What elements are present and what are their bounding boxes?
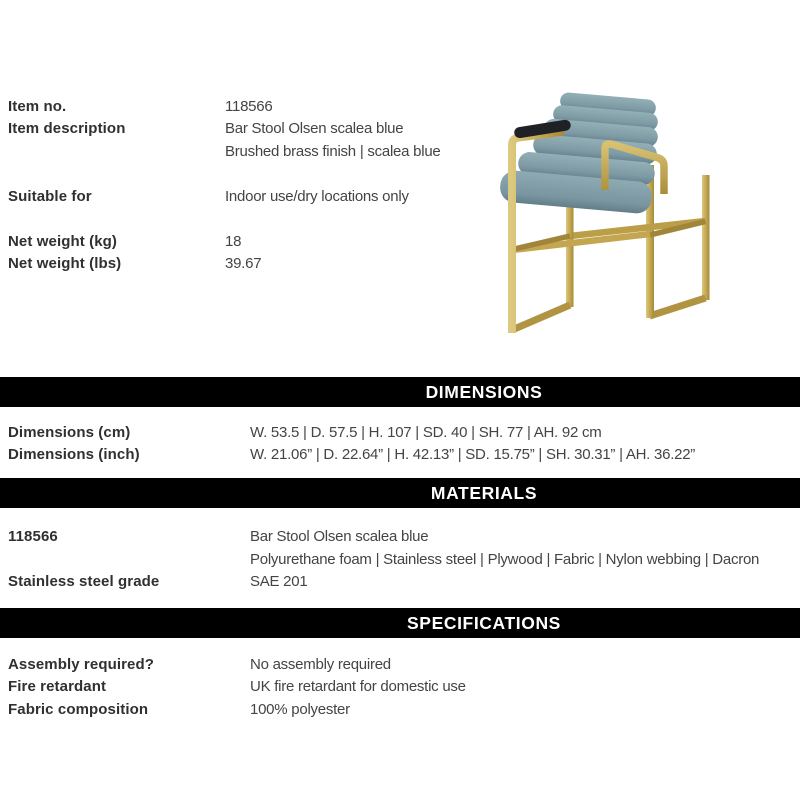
assembly-value: No assembly required — [250, 656, 391, 673]
dimensions-title: DIMENSIONS — [425, 381, 543, 402]
item-description-value: Bar Stool Olsen scalea blue — [225, 120, 404, 137]
suitable-for-value: Indoor use/dry locations only — [225, 188, 409, 205]
materials-banner — [0, 478, 800, 508]
dimensions-inch-row — [8, 445, 800, 465]
steel-grade-value: SAE 201 — [250, 573, 308, 590]
spec-fire-retardant-row — [8, 677, 800, 697]
dimensions-inch-value: W. 21.06” | D. 22.64” | H. 42.13” | SD. 15.75” | SH. 30.31” | AH. 36.22” — [250, 446, 696, 463]
item-no-label: Item no. — [8, 98, 67, 115]
materials-composition-row — [8, 550, 800, 570]
dimensions-cm-label: Dimensions (cm) — [8, 424, 131, 441]
dimensions-banner — [0, 377, 800, 407]
specifications-banner — [0, 608, 800, 638]
dimensions-cm-row — [8, 423, 800, 443]
dimensions-cm-value: W. 53.5 | D. 57.5 | H. 107 | SD. 40 | SH. 77 | AH. 92 cm — [250, 424, 602, 441]
item-description-label: Item description — [8, 120, 126, 137]
materials-composition-value: Polyurethane foam | Stainless steel | Plywood | Fabric | Nylon webbing | Dacron — [250, 551, 760, 568]
net-weight-kg-value: 18 — [225, 233, 242, 250]
suitable-for-label: Suitable for — [8, 188, 92, 205]
net-weight-kg-label: Net weight (kg) — [8, 233, 117, 250]
spec-assembly-row — [8, 655, 800, 675]
materials-item-label: 118566 — [8, 528, 58, 545]
fire-retardant-label: Fire retardant — [8, 678, 107, 695]
materials-steel-grade-row — [8, 572, 800, 592]
finish-value: Brushed brass finish | scalea blue — [225, 143, 441, 160]
spec-fabric-composition-row — [8, 700, 800, 720]
product-image — [488, 78, 750, 350]
materials-item-value: Bar Stool Olsen scalea blue — [250, 528, 429, 545]
steel-grade-label: Stainless steel grade — [8, 573, 160, 590]
dimensions-inch-label: Dimensions (inch) — [8, 446, 140, 463]
fabric-composition-value: 100% polyester — [250, 701, 350, 718]
assembly-label: Assembly required? — [8, 656, 155, 673]
fire-retardant-value: UK fire retardant for domestic use — [250, 678, 466, 695]
item-no-value: 118566 — [225, 98, 273, 115]
materials-title: MATERIALS — [430, 482, 538, 503]
specifications-title: SPECIFICATIONS — [407, 612, 561, 633]
net-weight-lbs-label: Net weight (lbs) — [8, 255, 122, 272]
materials-item-row — [8, 527, 800, 547]
net-weight-lbs-value: 39.67 — [225, 255, 262, 272]
stool-illustration — [488, 78, 750, 350]
fabric-composition-label: Fabric composition — [8, 701, 149, 718]
